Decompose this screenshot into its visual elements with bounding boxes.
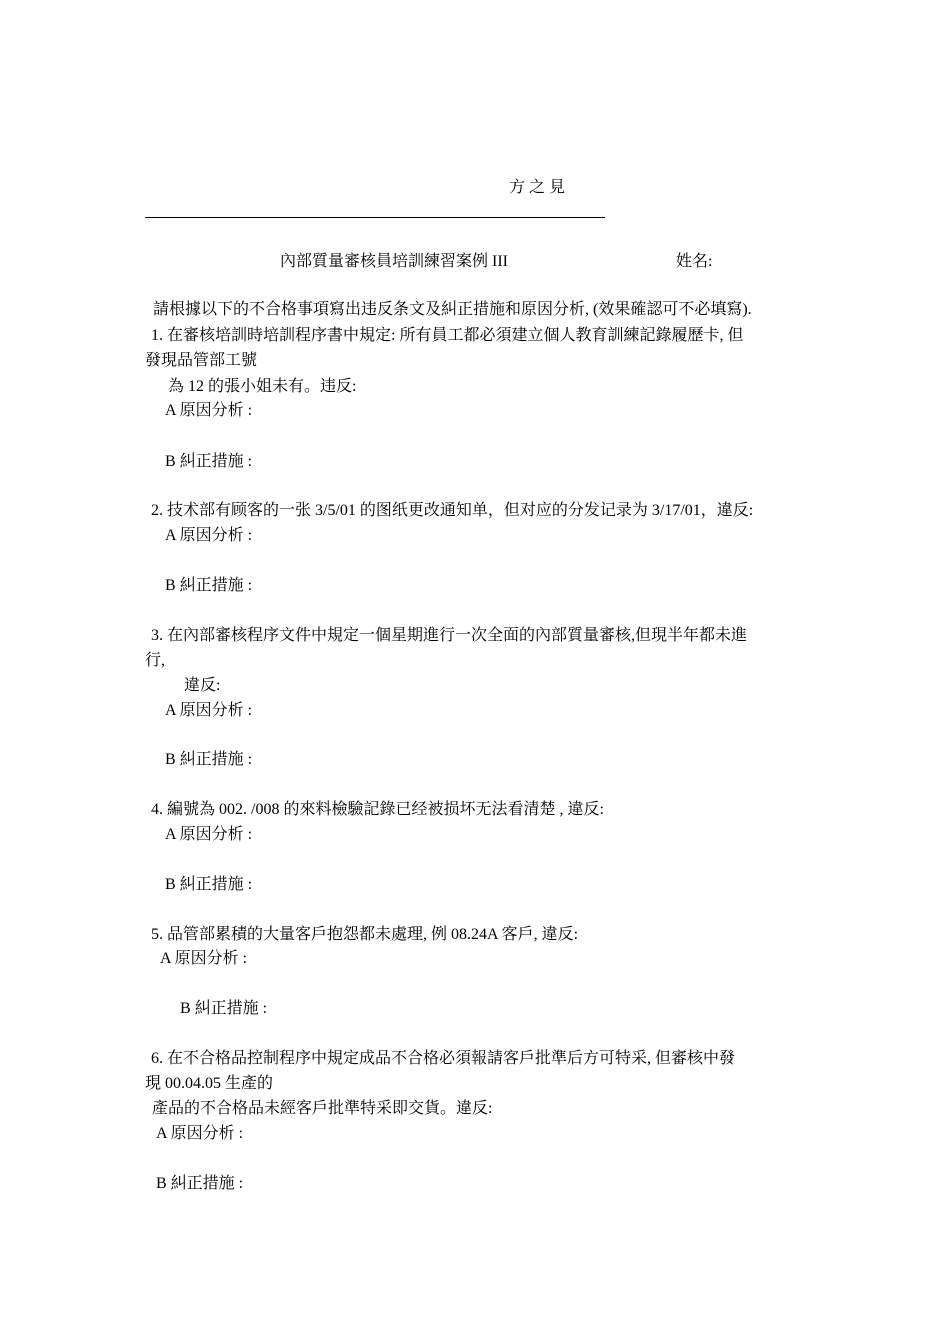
case-text-line: 2. 技术部有顾客的一张 3/5/01 的图纸更改通知单，但对应的分发记录为 3/17/01，違反: (151, 502, 754, 519)
cause-analysis-label: A 原因分析 : (165, 702, 253, 719)
correction-label: B 糾正措施 : (165, 876, 253, 893)
case-text-line: 為 12 的張小姐未有。违反: (168, 378, 357, 395)
author-name: 方 之 見 (509, 179, 566, 196)
case-text-line: 1. 在審核培訓時培訓程序書中規定: 所有員工都必須建立個人教育訓練記錄履歷卡, 但 (151, 327, 744, 344)
cause-analysis-label: A 原因分析 : (156, 1125, 244, 1142)
correction-label: B 糾正措施 : (180, 1000, 268, 1017)
correction-label: B 糾正措施 : (165, 751, 253, 768)
correction-label: B 糾正措施 : (165, 577, 253, 594)
case-text-line: 產品的不合格品未經客戶批準特采即交貨。違反: (152, 1100, 493, 1117)
cause-analysis-label: A 原因分析 : (165, 527, 253, 544)
case-text-line: 違反: (184, 677, 221, 694)
case-text-line: 5. 品管部累積的大量客戶抱怨都未處理, 例 08.24A 客戶, 違反: (151, 926, 579, 943)
header-rule (145, 217, 605, 218)
case-text-line: 行, (145, 652, 166, 669)
cause-analysis-label: A 原因分析 : (160, 950, 248, 967)
cause-analysis-label: A 原因分析 : (165, 826, 253, 843)
document-title: 內部質量審核員培訓練習案例 III (280, 253, 508, 270)
cause-analysis-label: A 原因分析 : (165, 402, 253, 419)
correction-label: B 糾正措施 : (165, 453, 253, 470)
instructions-text: 請根據以下的不合格事項寫出违反条文及糾正措施和原因分析, (效果確認可不必填寫). (153, 301, 752, 318)
case-text-line: 現 00.04.05 生產的 (145, 1075, 274, 1092)
case-text-line: 4. 編號為 002. /008 的來料檢驗記錄已经被损坏无法看清楚 , 違反: (151, 801, 604, 818)
case-text-line: 3. 在內部審核程序文件中規定一個星期進行一次全面的內部質量審核,但現半年都未進 (151, 627, 748, 644)
case-text-line: 發現品管部工號 (145, 352, 258, 369)
case-text-line: 6. 在不合格品控制程序中規定成品不合格必須報請客戶批準后方可特采, 但審核中發 (151, 1050, 736, 1067)
name-label: 姓名: (676, 253, 713, 270)
correction-label: B 糾正措施 : (156, 1175, 244, 1192)
